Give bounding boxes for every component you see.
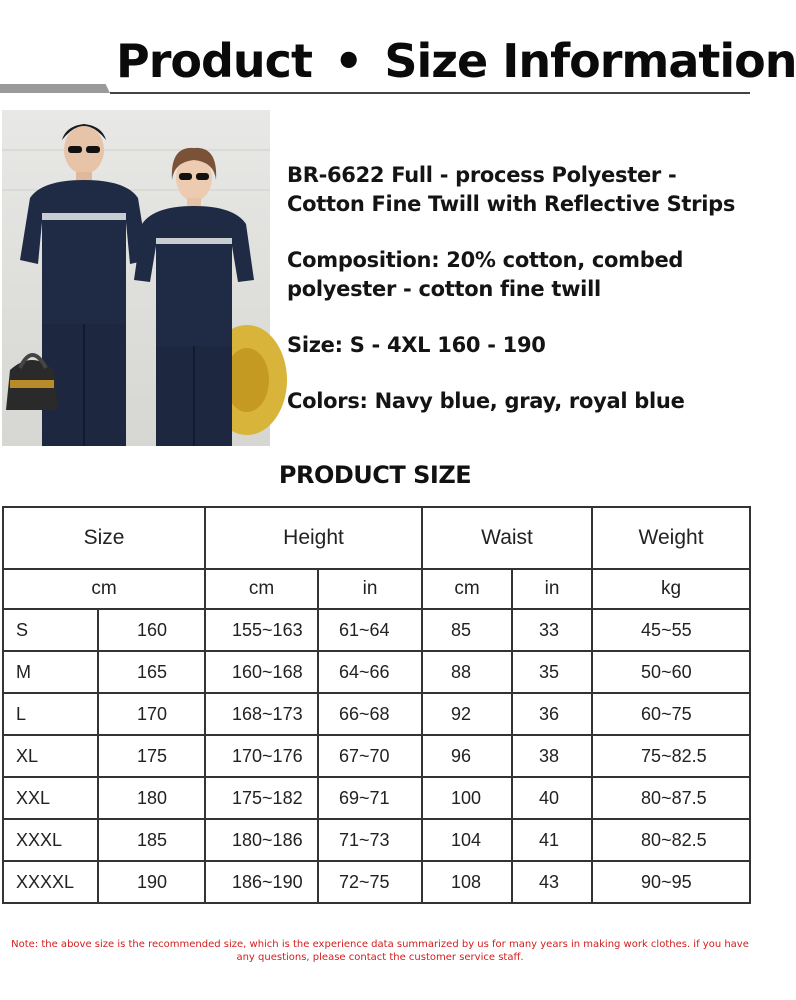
info-composition: Composition: 20% cotton, combed polyester - cotton fine twill	[287, 248, 684, 301]
cell-waist-in: 36	[512, 693, 592, 735]
table-row	[3, 861, 750, 903]
cell-waist-in: 43	[512, 861, 592, 903]
header-waist: Waist	[422, 507, 592, 569]
table-units-row	[3, 569, 750, 609]
table-row	[3, 693, 750, 735]
cell-size-cm: 170	[98, 693, 205, 735]
cell-size-cm: 190	[98, 861, 205, 903]
cell-waist-cm: 108	[422, 861, 512, 903]
header-height: Height	[205, 507, 422, 569]
cell-height-cm: 180~186	[205, 819, 318, 861]
header-underline	[110, 92, 750, 94]
title-word-size-info: Size Information	[384, 34, 796, 88]
cell-size-cm: 175	[98, 735, 205, 777]
table-row	[3, 735, 750, 777]
unit-waist-cm: cm	[422, 569, 512, 609]
cell-weight: 50~60	[592, 651, 750, 693]
cell-waist-in: 33	[512, 609, 592, 651]
cell-size: XL	[3, 735, 98, 777]
info-size-range: Size: S - 4XL 160 - 190	[287, 333, 546, 357]
table-row	[3, 777, 750, 819]
cell-waist-in: 41	[512, 819, 592, 861]
cell-weight: 75~82.5	[592, 735, 750, 777]
cell-weight: 45~55	[592, 609, 750, 651]
cell-weight: 80~87.5	[592, 777, 750, 819]
cell-waist-in: 40	[512, 777, 592, 819]
unit-weight-kg: kg	[592, 569, 750, 609]
cell-waist-cm: 88	[422, 651, 512, 693]
cell-size: M	[3, 651, 98, 693]
cell-height-cm: 186~190	[205, 861, 318, 903]
size-table	[2, 506, 751, 904]
title-word-product: Product	[116, 34, 312, 88]
info-colors: Colors: Navy blue, gray, royal blue	[287, 389, 685, 413]
header-weight: Weight	[592, 507, 750, 569]
cell-weight: 90~95	[592, 861, 750, 903]
cell-waist-cm: 92	[422, 693, 512, 735]
cell-size-cm: 160	[98, 609, 205, 651]
cell-size: XXXXL	[3, 861, 98, 903]
cell-height-in: 67~70	[318, 735, 422, 777]
cell-waist-cm: 100	[422, 777, 512, 819]
table-header-row	[3, 507, 750, 569]
cell-waist-cm: 104	[422, 819, 512, 861]
product-info	[287, 161, 747, 416]
cell-waist-cm: 85	[422, 609, 512, 651]
cell-height-in: 71~73	[318, 819, 422, 861]
cell-height-cm: 175~182	[205, 777, 318, 819]
cell-height-in: 69~71	[318, 777, 422, 819]
unit-height-in: in	[318, 569, 422, 609]
cell-weight: 60~75	[592, 693, 750, 735]
cell-height-in: 66~68	[318, 693, 422, 735]
cell-size: L	[3, 693, 98, 735]
header-size: Size	[3, 507, 205, 569]
cell-height-in: 61~64	[318, 609, 422, 651]
cell-size-cm: 165	[98, 651, 205, 693]
cell-waist-in: 35	[512, 651, 592, 693]
cell-height-in: 72~75	[318, 861, 422, 903]
page-header	[0, 0, 796, 110]
cell-size: S	[3, 609, 98, 651]
cell-height-cm: 155~163	[205, 609, 318, 651]
cell-waist-cm: 96	[422, 735, 512, 777]
cell-weight: 80~82.5	[592, 819, 750, 861]
cell-size-cm: 180	[98, 777, 205, 819]
table-row	[3, 819, 750, 861]
cell-height-cm: 170~176	[205, 735, 318, 777]
cell-waist-in: 38	[512, 735, 592, 777]
info-product-name: BR-6622 Full - process Polyester - Cotton Fine Twill with Reflective Strips	[287, 163, 736, 216]
cell-height-cm: 160~168	[205, 651, 318, 693]
header-gray-stripe	[0, 84, 110, 93]
cell-height-cm: 168~173	[205, 693, 318, 735]
title-separator: •	[333, 34, 363, 88]
page-title	[116, 34, 796, 88]
unit-size-cm: cm	[3, 569, 205, 609]
unit-height-cm: cm	[205, 569, 318, 609]
product-photo	[2, 110, 270, 446]
size-note: Note: the above size is the recommended size, which is the experience data summarized by us for many years in making work clothes. if you have any questions, please contact the customer service staff.	[11, 939, 749, 963]
cell-size-cm: 185	[98, 819, 205, 861]
unit-waist-in: in	[512, 569, 592, 609]
table-row	[3, 651, 750, 693]
cell-size: XXL	[3, 777, 98, 819]
table-row	[3, 609, 750, 651]
cell-size: XXXL	[3, 819, 98, 861]
cell-height-in: 64~66	[318, 651, 422, 693]
product-size-title: PRODUCT SIZE	[278, 461, 472, 489]
